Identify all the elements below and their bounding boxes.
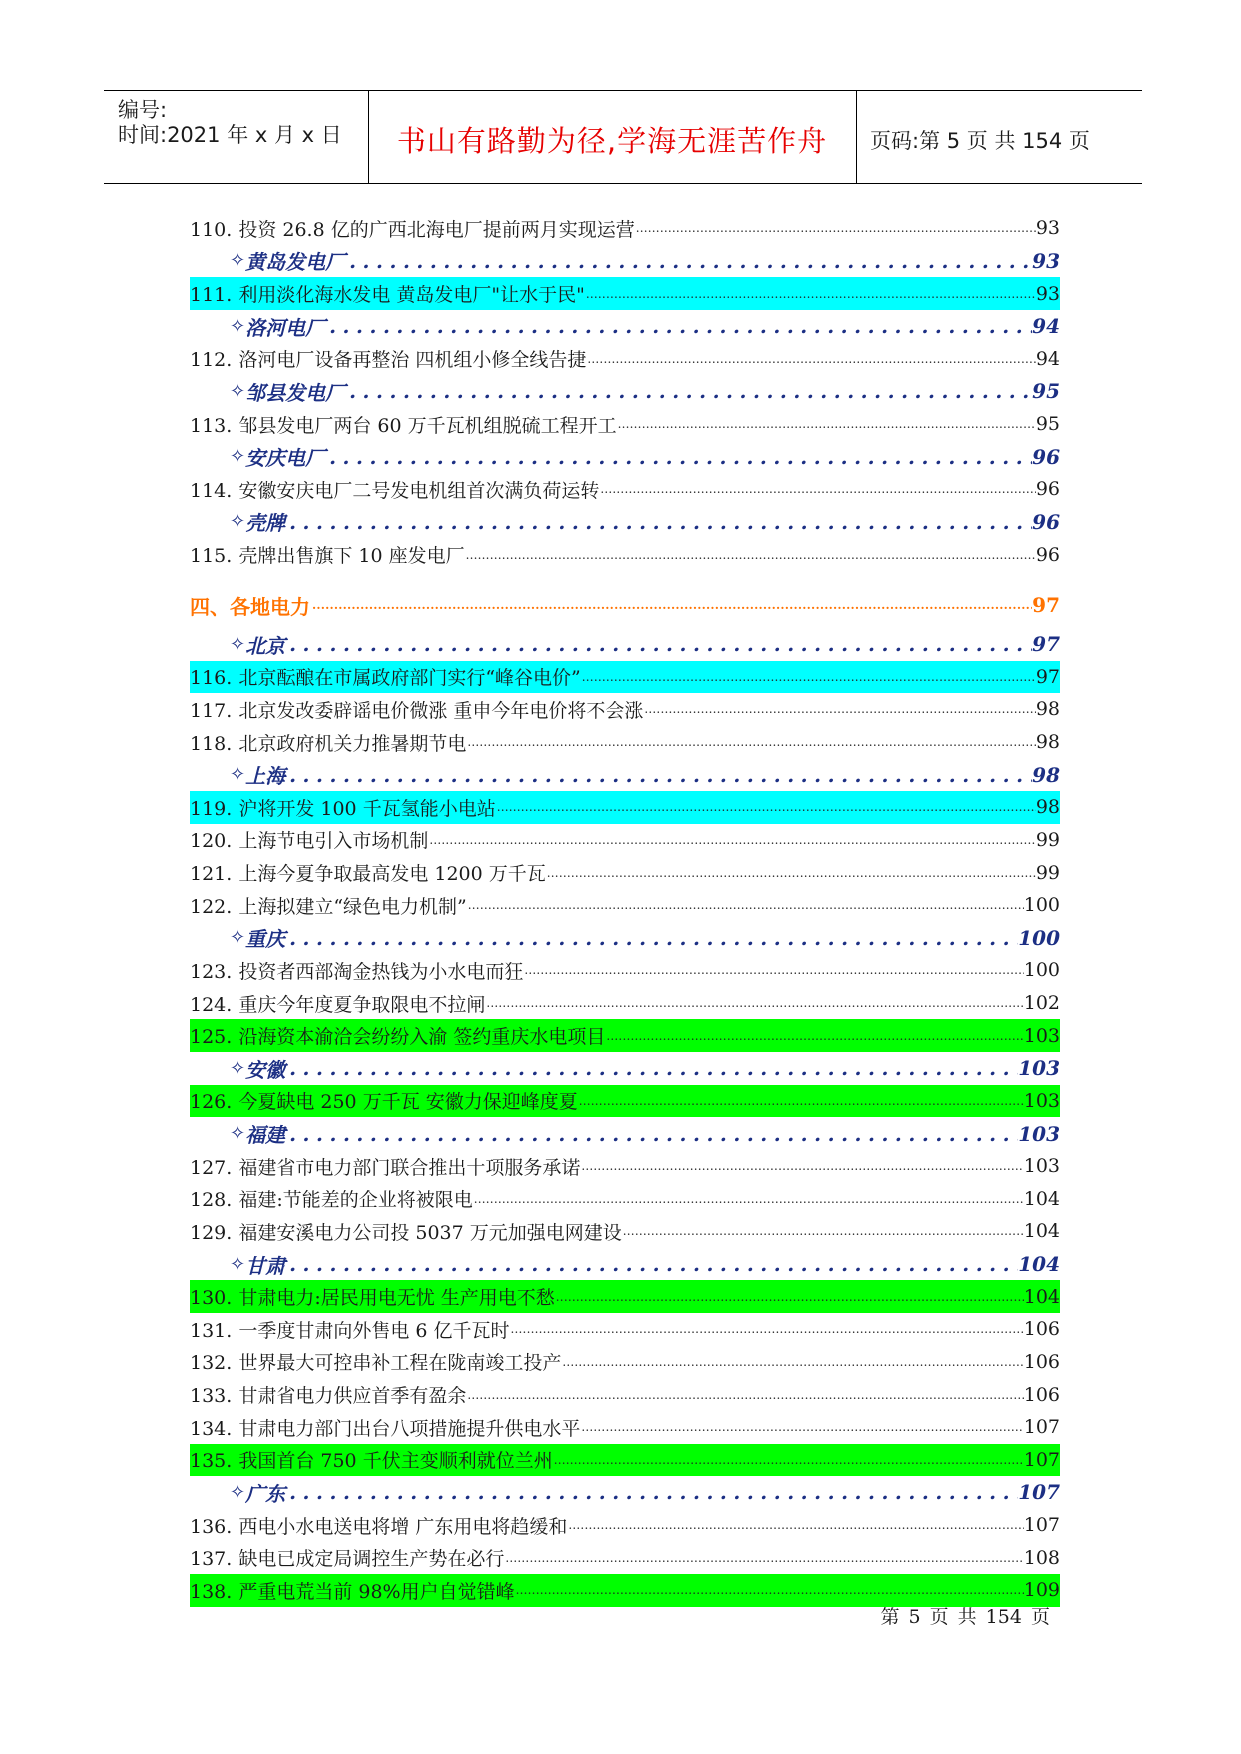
toc-page-number: 93 [1035, 217, 1060, 240]
toc-dot-leader [466, 1388, 1023, 1402]
toc-page-number: 103 [1018, 1121, 1060, 1146]
diamond-bullet-icon: ✧ [230, 315, 246, 337]
diamond-bullet-icon: ✧ [230, 927, 246, 949]
toc-dot-leader [515, 1583, 1024, 1597]
toc-dot-leader [465, 548, 1036, 562]
doc-date-label: 时间:2021 年 x 月 x 日 [118, 123, 342, 147]
toc-section-row[interactable] [190, 1476, 1060, 1509]
toc-dot-leader [466, 735, 1035, 749]
toc-entry-row[interactable] [190, 277, 1060, 310]
toc-section-row[interactable] [190, 506, 1060, 539]
toc-entry-row[interactable] [190, 538, 1060, 571]
toc-entry-row[interactable] [190, 1444, 1060, 1477]
diamond-bullet-icon: ✧ [230, 1123, 246, 1145]
toc-title: 111. 利用淡化海水发电 黄岛发电厂"让水于民" [190, 284, 585, 307]
toc-title: 安徽 [245, 1057, 286, 1082]
toc-entry-row[interactable] [190, 1411, 1060, 1444]
toc-dot-leader [485, 996, 1023, 1010]
diamond-bullet-icon: ✧ [230, 250, 246, 272]
toc-page-number: 103 [1023, 1024, 1060, 1047]
toc-title: 134. 甘肃电力部门出台八项措施提升供电水平 [190, 1417, 581, 1440]
toc-page-number: 99 [1035, 861, 1060, 884]
toc-dot-leader [546, 866, 1036, 880]
toc-dot-leader [285, 763, 1032, 787]
toc-dot-leader [643, 702, 1035, 716]
header-page-number: 页码:第 5 页 共 154 页 [870, 129, 1090, 153]
toc-page-number: 103 [1018, 1056, 1060, 1081]
toc-page-number: 107 [1023, 1514, 1060, 1537]
toc-entry-row[interactable] [190, 889, 1060, 922]
toc-title: 福建 [245, 1123, 286, 1148]
toc-dot-leader [510, 1322, 1024, 1336]
toc-page-number: 102 [1023, 992, 1060, 1015]
toc-page-number: 93 [1035, 282, 1060, 305]
toc-page-number: 98 [1032, 762, 1060, 787]
toc-title: 128. 福建:节能差的企业将被限电 [190, 1189, 473, 1212]
toc-page-number: 109 [1023, 1579, 1060, 1602]
toc-dot-leader [523, 963, 1023, 977]
toc-dot-leader [345, 379, 1032, 403]
toc-entry-row[interactable] [190, 408, 1060, 441]
toc-page-number: 98 [1035, 698, 1060, 721]
toc-entry-row[interactable] [190, 987, 1060, 1020]
toc-page-number: 104 [1023, 1187, 1060, 1210]
toc-title: 116. 北京酝酿在市属政府部门实行“峰谷电价” [190, 667, 581, 690]
toc-page-number: 93 [1032, 248, 1060, 273]
toc-title: 广东 [245, 1481, 286, 1506]
toc-dot-leader [285, 1056, 1018, 1080]
toc-title: 上海 [245, 764, 286, 789]
page-footer: 第 5 页 共 154 页 [880, 1606, 1050, 1628]
toc-page-number: 99 [1035, 828, 1060, 851]
toc-dot-leader [285, 632, 1032, 656]
diamond-bullet-icon: ✧ [230, 633, 246, 655]
toc-title: 甘肃 [245, 1253, 286, 1278]
toc-entry-row[interactable] [190, 343, 1060, 376]
toc-page-number: 107 [1023, 1416, 1060, 1439]
toc-title: 黄岛发电厂 [245, 250, 346, 275]
doc-number-label: 编号: [118, 98, 168, 122]
toc-page-number: 96 [1032, 444, 1060, 469]
toc-entry-row[interactable] [190, 1378, 1060, 1411]
toc-title: 125. 沿海资本渝洽会纷纷入渝 签约重庆水电项目 [190, 1026, 606, 1049]
toc-title: 135. 我国首台 750 千伏主变顺利就位兰州 [190, 1450, 553, 1473]
toc-page-number: 104 [1023, 1220, 1060, 1243]
toc-entry-row[interactable] [190, 1280, 1060, 1313]
toc-title: 127. 福建省市电力部门联合推出十项服务承诺 [190, 1156, 581, 1179]
toc-page-number: 97 [1032, 593, 1060, 618]
toc-entry-row[interactable] [190, 1313, 1060, 1346]
header-info-cell [104, 91, 369, 183]
toc-title: 126. 今夏缺电 250 万千瓦 安徽力保迎峰度夏 [190, 1091, 578, 1114]
diamond-bullet-icon: ✧ [230, 1057, 246, 1079]
toc-section-row[interactable] [190, 245, 1060, 278]
toc-title: 129. 福建安溪电力公司投 5037 万元加强电网建设 [190, 1221, 622, 1244]
toc-dot-leader [325, 445, 1032, 469]
toc-entry-row[interactable] [190, 212, 1060, 245]
diamond-bullet-icon: ✧ [230, 1481, 246, 1503]
toc-title: 133. 甘肃省电力供应首季有盈余 [190, 1385, 467, 1408]
diamond-bullet-icon: ✧ [230, 764, 246, 786]
toc-page-number: 94 [1035, 347, 1060, 370]
toc-dot-leader [555, 1290, 1024, 1304]
toc-dot-leader [310, 598, 1032, 612]
toc-dot-leader [285, 1122, 1018, 1146]
toc-title: 130. 甘肃电力:居民用电无忧 生产用电不愁 [190, 1287, 555, 1310]
toc-entry-row[interactable] [190, 1085, 1060, 1118]
toc-title: 132. 世界最大可控串补工程在陇南竣工投产 [190, 1352, 562, 1375]
toc-entry-row[interactable] [190, 1019, 1060, 1052]
toc-entry-row[interactable] [190, 1509, 1060, 1542]
toc-entry-row[interactable] [190, 661, 1060, 694]
toc-title: 137. 缺电已成定局调控生产势在必行 [190, 1548, 505, 1571]
toc-page-number: 97 [1032, 632, 1060, 657]
toc-dot-leader [580, 1420, 1023, 1434]
toc-page-number: 103 [1023, 1089, 1060, 1112]
header-motto-cell [368, 91, 857, 183]
toc-title: 北京 [245, 633, 286, 658]
toc-title: 117. 北京发改委辟谣电价微涨 重申今年电价将不会涨 [190, 699, 644, 722]
toc-page-number: 94 [1032, 314, 1060, 339]
toc-entry-row[interactable] [190, 791, 1060, 824]
toc-title: 洛河电厂 [245, 315, 326, 340]
toc-dot-leader [428, 833, 1035, 847]
toc-dot-leader [580, 1159, 1023, 1173]
toc-page-number: 96 [1032, 509, 1060, 534]
toc-page-number: 103 [1023, 1155, 1060, 1178]
toc-page-number: 106 [1023, 1318, 1060, 1341]
toc-dot-leader [285, 510, 1032, 534]
toc-page-number: 95 [1035, 413, 1060, 436]
toc-dot-leader [285, 1480, 1018, 1504]
toc-page-number: 98 [1035, 796, 1060, 819]
toc-dot-leader [567, 1518, 1023, 1532]
toc-dot-leader [325, 314, 1032, 338]
toc-section-row[interactable] [190, 310, 1060, 343]
toc-dot-leader [617, 417, 1036, 431]
toc-entry-row[interactable] [190, 1346, 1060, 1379]
toc-page-number: 104 [1018, 1252, 1060, 1277]
toc-dot-leader [586, 352, 1035, 366]
toc-entry-row[interactable] [190, 1150, 1060, 1183]
toc-chapter-row[interactable] [190, 583, 1060, 628]
toc-page-number: 104 [1023, 1285, 1060, 1308]
toc-title: 138. 严重电荒当前 98%用户自觉错峰 [190, 1580, 515, 1603]
toc-spacer [190, 571, 1060, 583]
toc-title: 112. 洛河电厂设备再整治 四机组小修全线告捷 [190, 349, 587, 372]
header-page-cell [856, 91, 1142, 183]
toc-dot-leader [578, 1094, 1024, 1108]
toc-title: 邹县发电厂 [245, 380, 346, 405]
toc-dot-leader [622, 1224, 1024, 1238]
toc-page-number: 106 [1023, 1350, 1060, 1373]
toc-title: 121. 上海今夏争取最高发电 1200 万千瓦 [190, 863, 546, 886]
toc-page-number: 100 [1023, 959, 1060, 982]
toc-page-number: 100 [1018, 925, 1060, 950]
toc-title: 122. 上海拟建立“绿色电力机制” [190, 895, 467, 918]
toc-page-number: 97 [1035, 665, 1060, 688]
toc-dot-leader [605, 1029, 1023, 1043]
diamond-bullet-icon: ✧ [230, 380, 246, 402]
toc-entry-row[interactable] [190, 824, 1060, 857]
header-motto: 书山有路勤为径,学海无涯苦作舟 [396, 124, 828, 158]
toc-page-number: 106 [1023, 1383, 1060, 1406]
toc-page-number: 95 [1032, 379, 1060, 404]
toc-dot-leader [599, 482, 1035, 496]
toc-section-row[interactable] [190, 628, 1060, 661]
toc-entry-row[interactable] [190, 1183, 1060, 1216]
toc-section-row[interactable] [190, 758, 1060, 791]
toc-page-number: 107 [1023, 1448, 1060, 1471]
toc-dot-leader [553, 1453, 1024, 1467]
toc-entry-row[interactable] [190, 1215, 1060, 1248]
toc-dot-leader [585, 287, 1036, 301]
toc-dot-leader [285, 1252, 1018, 1276]
toc-title: 安庆电厂 [245, 446, 326, 471]
toc-entry-row[interactable] [190, 1541, 1060, 1574]
toc-title: 123. 投资者西部淘金热钱为小水电而狂 [190, 960, 524, 983]
toc-title: 壳牌 [245, 511, 286, 536]
toc-dot-leader [635, 221, 1036, 235]
toc-section-row[interactable] [190, 1052, 1060, 1085]
toc-page-number: 107 [1018, 1480, 1060, 1505]
toc-page-number: 100 [1023, 894, 1060, 917]
toc-dot-leader [496, 800, 1036, 814]
toc-dot-leader [467, 898, 1024, 912]
toc-page-number: 98 [1035, 731, 1060, 754]
toc-section-row[interactable] [190, 1117, 1060, 1150]
toc-page-number: 108 [1023, 1546, 1060, 1569]
toc-dot-leader [345, 249, 1032, 273]
diamond-bullet-icon: ✧ [230, 511, 246, 533]
toc-title: 113. 邹县发电厂两台 60 万千瓦机组脱硫工程开工 [190, 414, 617, 437]
toc-title: 118. 北京政府机关力推暑期节电 [190, 732, 467, 755]
toc-section-row[interactable] [190, 375, 1060, 408]
toc-title: 重庆 [245, 927, 286, 952]
diamond-bullet-icon: ✧ [230, 446, 246, 468]
toc-section-row[interactable] [190, 1248, 1060, 1281]
diamond-bullet-icon: ✧ [230, 1253, 246, 1275]
toc-page-number: 96 [1035, 543, 1060, 566]
toc-title: 119. 沪将开发 100 千瓦氢能小电站 [190, 797, 496, 820]
toc-title: 115. 壳牌出售旗下 10 座发电厂 [190, 545, 465, 568]
toc-entry-row[interactable] [190, 954, 1060, 987]
toc-section-row[interactable] [190, 440, 1060, 473]
toc-title: 110. 投资 26.8 亿的广西北海电厂提前两月实现运营 [190, 218, 635, 241]
toc-title: 120. 上海节电引入市场机制 [190, 830, 429, 853]
toc-section-row[interactable] [190, 922, 1060, 955]
toc-dot-leader [504, 1551, 1023, 1565]
toc-dot-leader [473, 1192, 1024, 1206]
toc-dot-leader [581, 670, 1036, 684]
toc-title: 114. 安徽安庆电厂二号发电机组首次满负荷运转 [190, 479, 600, 502]
toc-page-number: 96 [1035, 478, 1060, 501]
page-header [104, 90, 1142, 184]
toc-entry-row[interactable] [190, 856, 1060, 889]
toc-title: 131. 一季度甘肃向外售电 6 亿千瓦时 [190, 1319, 510, 1342]
toc-title: 124. 重庆今年度夏争取限电不拉闸 [190, 993, 486, 1016]
toc-entry-row[interactable] [190, 693, 1060, 726]
toc-dot-leader [561, 1355, 1023, 1369]
toc-entry-row[interactable] [190, 726, 1060, 759]
toc-dot-leader [285, 926, 1018, 950]
table-of-contents [190, 212, 1060, 1607]
toc-title: 四、各地电力 [190, 594, 310, 619]
toc-entry-row[interactable] [190, 473, 1060, 506]
toc-title: 136. 西电小水电送电将增 广东用电将趋缓和 [190, 1515, 568, 1538]
